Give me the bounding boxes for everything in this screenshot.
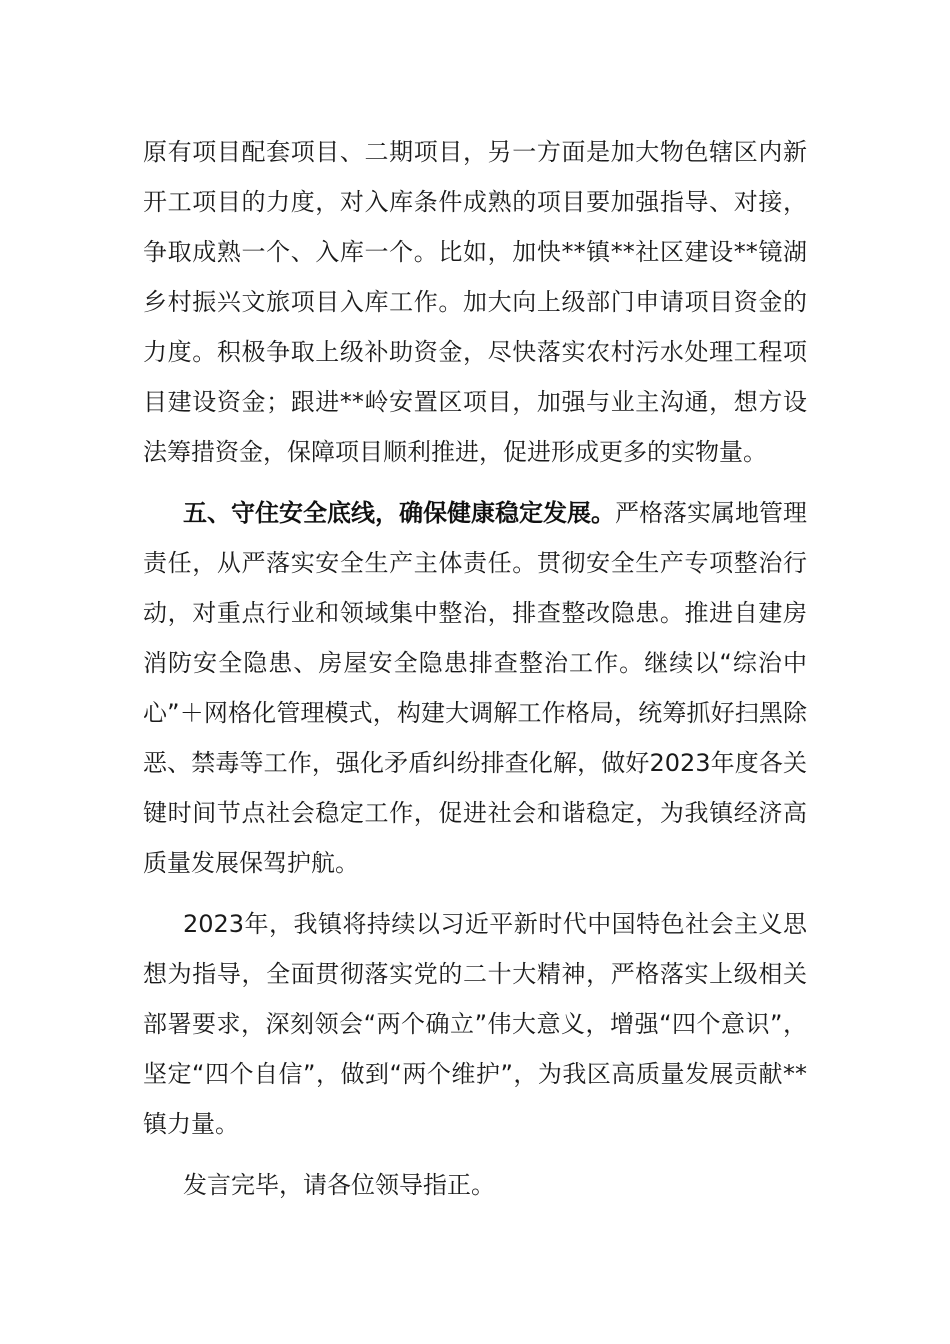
paragraph-3 xyxy=(143,899,807,1149)
closing-paragraph xyxy=(143,1160,807,1210)
paragraph-1 xyxy=(143,127,807,477)
paragraph-1-text: 原有项目配套项目、二期项目，另一方面是加大物色辖区内新开工项目的力度，对入库条件成熟的项目要加强指导、对接，争取成熟一个、入库一个。比如，加快**镇**社区建设**镜湖乡村振兴文旅项目入库工作。加大向上级部门申请项目资金的力度。积极争取上级补助资金，尽快落实农村污水处理工程项目建设资金；跟进**岭安置区项目，加强与业主沟通，想方设法筹措资金，保障项目顺利推进，促进形成更多的实物量。 xyxy=(143,138,807,466)
section-five-heading: 五、守住安全底线，确保健康稳定发展。 xyxy=(183,499,615,527)
paragraph-2 xyxy=(143,488,807,888)
paragraph-2-text: 严格落实属地管理责任，从严落实安全生产主体责任。贯彻安全生产专项整治行动，对重点行业和领域集中整治，排查整改隐患。推进自建房消防安全隐患、房屋安全隐患排查整治工作。继续以“综治中心”＋网格化管理模式，构建大调解工作格局，统筹抓好扫黑除恶、禁毒等工作，强化矛盾纠纷排查化解，做好2023年度各关键时间节点社会稳定工作，促进社会和谐稳定，为我镇经济高质量发展保驾护航。 xyxy=(143,499,807,877)
paragraph-3-text: 2023年，我镇将持续以习近平新时代中国特色社会主义思想为指导，全面贯彻落实党的二十大精神，严格落实上级相关部署要求，深刻领会“两个确立”伟大意义，增强“四个意识”，坚定“四个自信”，做到“两个维护”，为我区高质量发展贡献**镇力量。 xyxy=(143,910,807,1138)
closing-text: 发言完毕，请各位领导指正。 xyxy=(183,1171,495,1199)
document-body xyxy=(143,127,807,1221)
